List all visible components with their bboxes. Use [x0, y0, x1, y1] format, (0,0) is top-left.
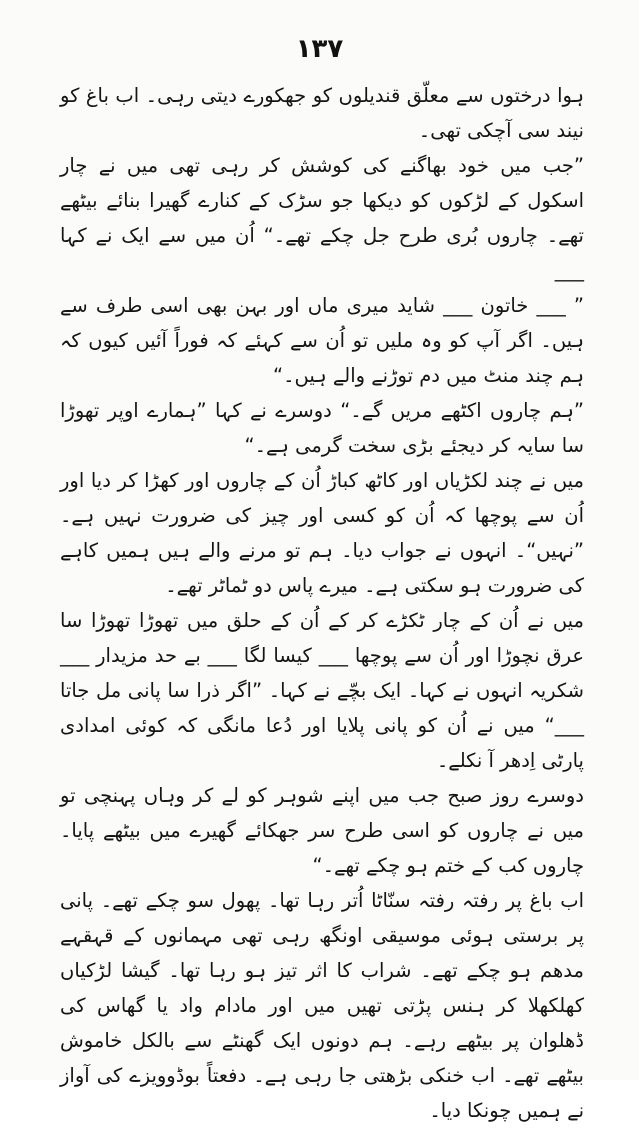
paragraph: اب باغ پر رفتہ رفتہ سنّاٹا اُتر رہا تھا۔ پھول سو چکے تھے۔ پانی پر برستی ہوئی موسیقی اونگھ رہی تھی مہمانوں کے قہقہے مدھم ہو چکے تھے۔ شراب کا اثر تیز ہو رہا تھا۔ گیشا لڑکیاں کھلکھلا کر ہنس پڑتی تھیں میں اور مادام واد یا گھاس کی ڈھلوان پر بیٹھے رہے۔ ہم دونوں ایک گھنٹے سے بالکل خاموش بیٹھے تھے۔ اب خنکی بڑھتی جا رہی ہے۔ دفعتاً بوڈوویزے کی آواز نے ہمیں چونکا دیا۔ [60, 889, 584, 1122]
body-text [60, 78, 584, 1128]
paragraph: ”جب میں خود بھاگنے کی کوشش کر رہی تھی میں نے چار اسکول کے لڑکوں کو دیکھا جو سڑک کے کنارے گھیرا بنائے بیٹھے تھے۔ چاروں بُری طرح جل چکے تھے۔“ اُن میں سے ایک نے کہا ___ [60, 154, 584, 282]
paragraph: ” ___ خاتون ___ شاید میری ماں اور بہن بھی اسی طرف سے ہیں۔ اگر آپ کو وہ ملیں تو اُن سے کہئے کہ فوراً آئیں کیوں کہ ہم چند منٹ میں دم توڑنے والے ہیں۔“ [60, 294, 584, 387]
paragraph: ”ہم چاروں اکٹھے مریں گے۔“ دوسرے نے کہا ”ہمارے اوپر تھوڑا سا سایہ کر دیجئے بڑی سخت گرمی ہے۔“ [60, 399, 584, 457]
paragraph: دوسرے روز صبح جب میں اپنے شوہر کو لے کر وہاں پہنچی تو میں نے چاروں کو اسی طرح سر جھکائے گھیرے میں بیٹھے پایا۔ چاروں کب کے ختم ہو چکے تھے۔“ [60, 784, 584, 877]
paragraph: میں نے اُن کے چار ٹکڑے کر کے اُن کے حلق میں تھوڑا تھوڑا سا عرق نچوڑا اور اُن سے پوچھا ___ کیسا لگا ___ بے حد مزیدار ___ شکریہ انہوں نے کہا۔ ایک بچّے نے کہا۔ ”اگر ذرا سا پانی مل جاتا ___“ میں نے اُن کو پانی پلایا اور دُعا مانگی کہ کوئی امدادی پارٹی اِدھر آ نکلے۔ [60, 609, 584, 772]
paragraph: میں نے چند لکڑیاں اور کاٹھ کباڑ اُن کے چاروں اور کھڑا کر دیا اور اُن سے پوچھا کہ اُن کو کسی اور چیز کی ضرورت نہیں ہے۔ ”نہیں“۔ انہوں نے جواب دیا۔ ہم تو مرنے والے ہیں ہمیں کاہے کی ضرورت ہو سکتی ہے۔ میرے پاس دو ٹماٹر تھے۔ [60, 469, 584, 597]
paragraph: ہوا درختوں سے معلّق قندیلوں کو جھکورے دیتی رہی۔ اب باغ کو نیند سی آچکی تھی۔ [60, 84, 584, 142]
page-number: ۱۳۷ [295, 34, 344, 64]
